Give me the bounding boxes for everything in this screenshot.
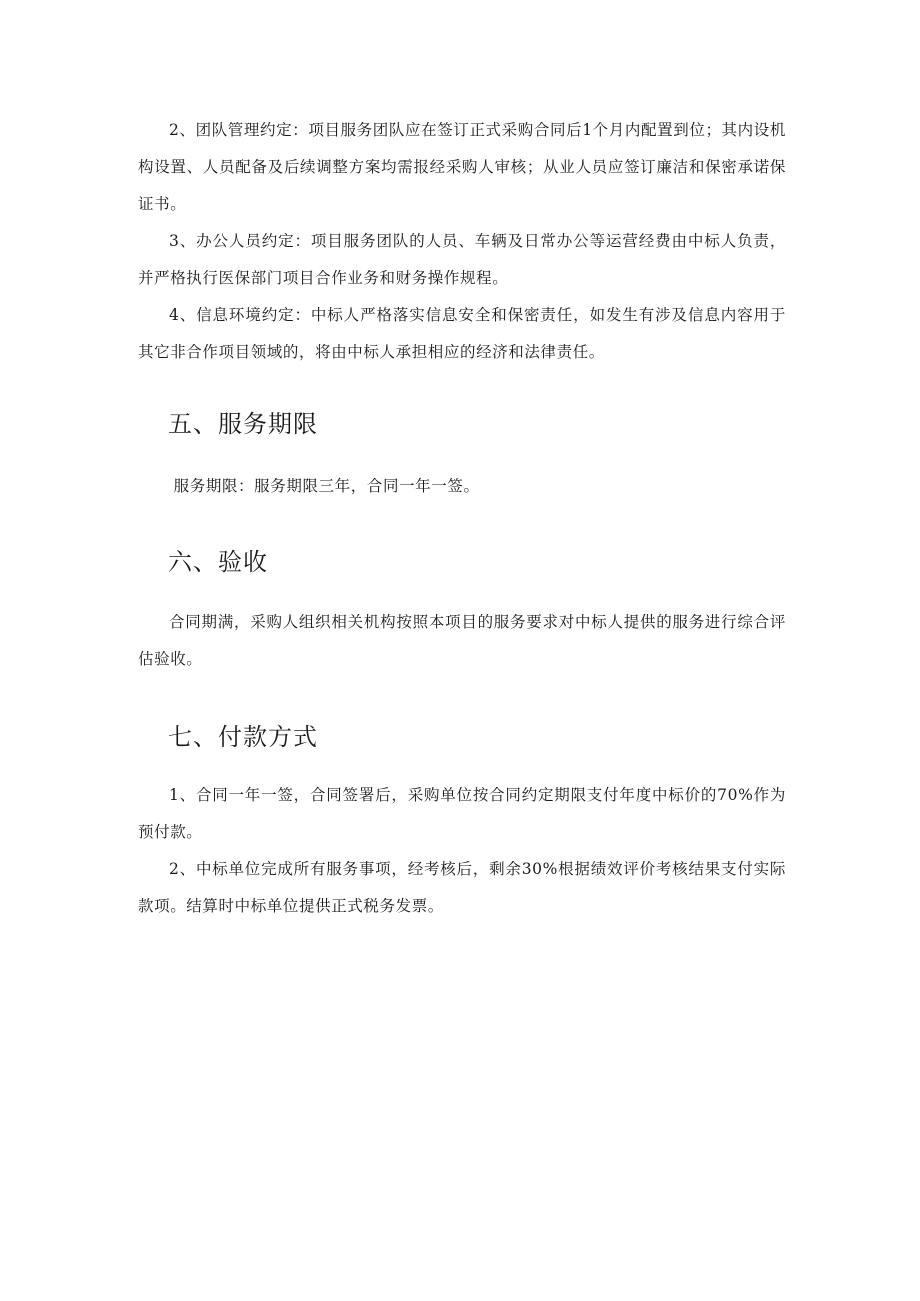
service-period-heading: 五、服务期限 — [168, 410, 318, 438]
acceptance-text: 合同期满，采购人组织相关机构按照本项目的服务要求对中标人提供的服务进行综合评估验收。 — [138, 613, 786, 668]
office-staff-clause: 3、办公人员约定：项目服务团队的人员、车辆及日常办公等运营经费由中标人负责，并严格执行医保部门项目合作业务和财务操作规程。 — [138, 232, 786, 287]
payment-method-heading: 七、付款方式 — [168, 723, 318, 751]
service-period-text: 服务期限：服务期限三年，合同一年一签。 — [173, 477, 480, 495]
acceptance-heading: 六、验收 — [168, 548, 268, 576]
payment-clause-1: 1、合同一年一签，合同签署后，采购单位按合同约定期限支付年度中标价的70%作为预付款。 — [138, 786, 786, 841]
information-environment-clause: 4、信息环境约定：中标人严格落实信息安全和保密责任，如发生有涉及信息内容用于其它非合作项目领域的，将由中标人承担相应的经济和法律责任。 — [138, 306, 786, 361]
payment-clause-2: 2、中标单位完成所有服务事项，经考核后，剩余30%根据绩效评价考核结果支付实际款项。结算时中标单位提供正式税务发票。 — [138, 860, 786, 915]
team-management-clause: 2、团队管理约定：项目服务团队应在签订正式采购合同后1个月内配置到位；其内设机构设置、人员配备及后续调整方案均需报经采购人审核；从业人员应签订廉洁和保密承诺保证书。 — [138, 121, 786, 213]
